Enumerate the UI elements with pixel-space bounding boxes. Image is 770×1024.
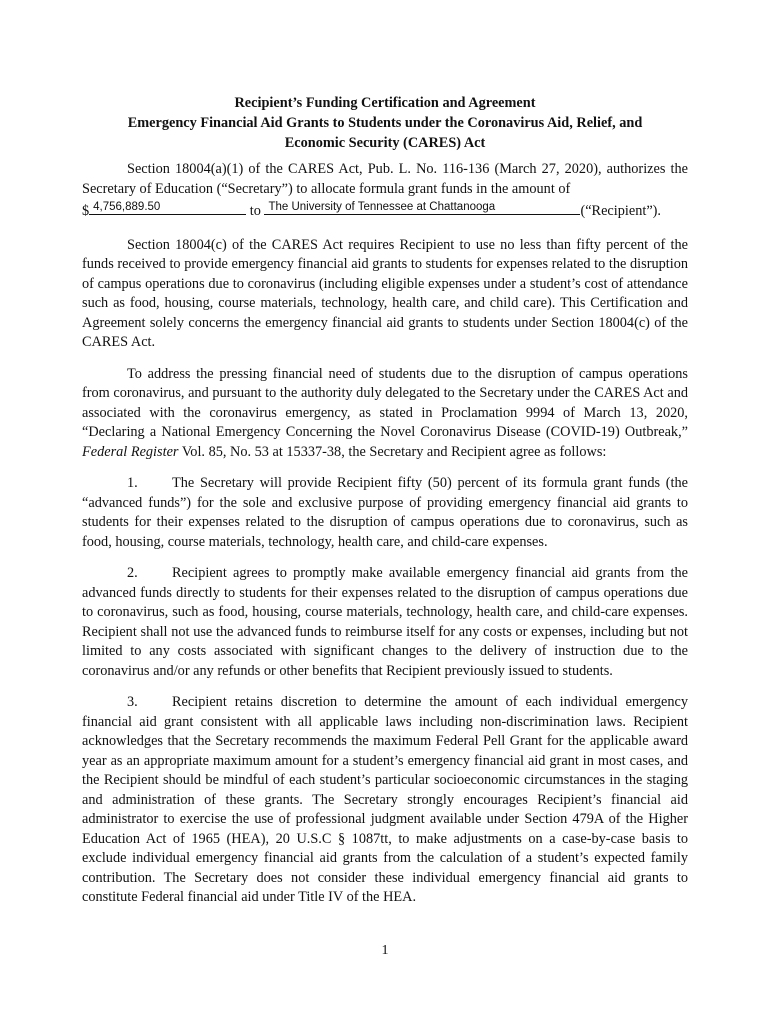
title-line-2: Emergency Financial Aid Grants to Students under the Coronavirus Aid, Relief, and — [127, 115, 643, 131]
item-3-text: Recipient retains discretion to determine the amount of each individual emergency financial aid grant consistent with all applicable laws including non-discrimination laws. Recipient acknowledges that the Secretary recommends the maximum Federal Pell Grant for the applicable award year as an appropriate maximum amount for a student’s emergency financial aid grant in most cases, and the Recipient should be mindful of each student’s particular socioeconomic circumstances in the staging and administration of these grants. The Secretary strongly encourages Recipient’s financial aid administrator to exercise the use of professional judgment available under Section 479A of the Higher Education Act of 1965 (HEA), 20 U.S.C § 1087tt, to make adjustments on a case-by-case basis to exclude individual emergency financial aid grants from the calculation of a student’s expected family contribution. The Secretary does not consider these individual emergency financial aid grants to constitute Federal financial aid under Title IV of the HEA. — [82, 694, 688, 905]
numbered-item-2 — [82, 564, 688, 681]
amount-field[interactable] — [89, 199, 246, 215]
title-line-1: Recipient’s Funding Certification and Agreement — [234, 95, 536, 111]
item-1-number: 1. — [127, 475, 138, 491]
document-body — [82, 160, 688, 920]
title-line-3: Economic Security (CARES) Act — [284, 135, 486, 151]
to-word: to — [249, 203, 261, 219]
document-title — [82, 93, 688, 153]
numbered-item-1 — [82, 474, 688, 552]
recipient-suffix: (“Recipient”). — [580, 203, 662, 219]
item-1-text: The Secretary will provide Recipient fifty (50) percent of its formula grant funds (the “advanced funds”) for the sole and exclusive purpose of providing emergency financial aid grants to students for their expenses related to the disruption of campus operations due to coronavirus, such as food, housing, course materials, technology, health care, and child-care expenses. — [82, 475, 688, 550]
address-text-2: Vol. 85, No. 53 at 15337-38, the Secretary and Recipient agree as follows: — [181, 443, 607, 460]
item-2-number: 2. — [127, 565, 138, 581]
intro-paragraph — [82, 160, 688, 199]
amount-value: 4,756,889.50 — [93, 201, 161, 213]
item-2-text: Recipient agrees to promptly make available emergency financial aid grants from the advanced funds directly to students for their expenses related to the disruption of campus operations due to coronavirus, such as food, housing, course materials, technology, health care, and child-care expenses. Recipient shall not use the advanced funds to reimburse itself for any costs or expenses, including but not limited to any costs associated with significant changes to the delivery of instruction due to the coronavirus and/or any refunds or other benefits that Recipient previously issued to students. — [82, 565, 688, 679]
intro-text: Section 18004(a)(1) of the CARES Act, Pub. L. No. 116-136 (March 27, 2020), authorizes the Secretary of Education (“Secretary”) to allocate formula grant funds in the amount of — [82, 161, 688, 197]
amount-line — [82, 199, 688, 222]
federal-register-citation: Federal Register — [82, 443, 179, 460]
numbered-item-3 — [82, 693, 688, 908]
address-text-1: To address the pressing financial need of students due to the disruption of campus operations from coronavirus, and pursuant to the authority duly delegated to the Secretary under the CARES Act and associated with the coronavirus emergency, as stated in Proclamation 9994 of March 13, 2020, “Declaring a National Emergency Concerning the Novel Coronavirus Disease (COVID-19) Outbreak,” — [82, 365, 688, 440]
item-3-number: 3. — [127, 694, 138, 710]
address-paragraph — [82, 365, 688, 463]
page-number: 1 — [381, 943, 389, 958]
section-paragraph: Section 18004(c) of the CARES Act requires Recipient to use no less than fifty percent of the funds received to provide emergency financial aid grants to students for expenses related to the disruption of campus operations due to coronavirus (including eligible expenses under a student’s cost of attendance such as food, housing, course materials, technology, health care, and child care). This Certification and Agreement solely concerns the emergency financial aid grants to students under Section 18004(c) of the CARES Act. — [82, 236, 688, 350]
dollar-sign: $ — [82, 203, 90, 219]
recipient-name-value: The University of Tennessee at Chattanooga — [268, 201, 496, 213]
recipient-name-field[interactable] — [264, 199, 580, 215]
